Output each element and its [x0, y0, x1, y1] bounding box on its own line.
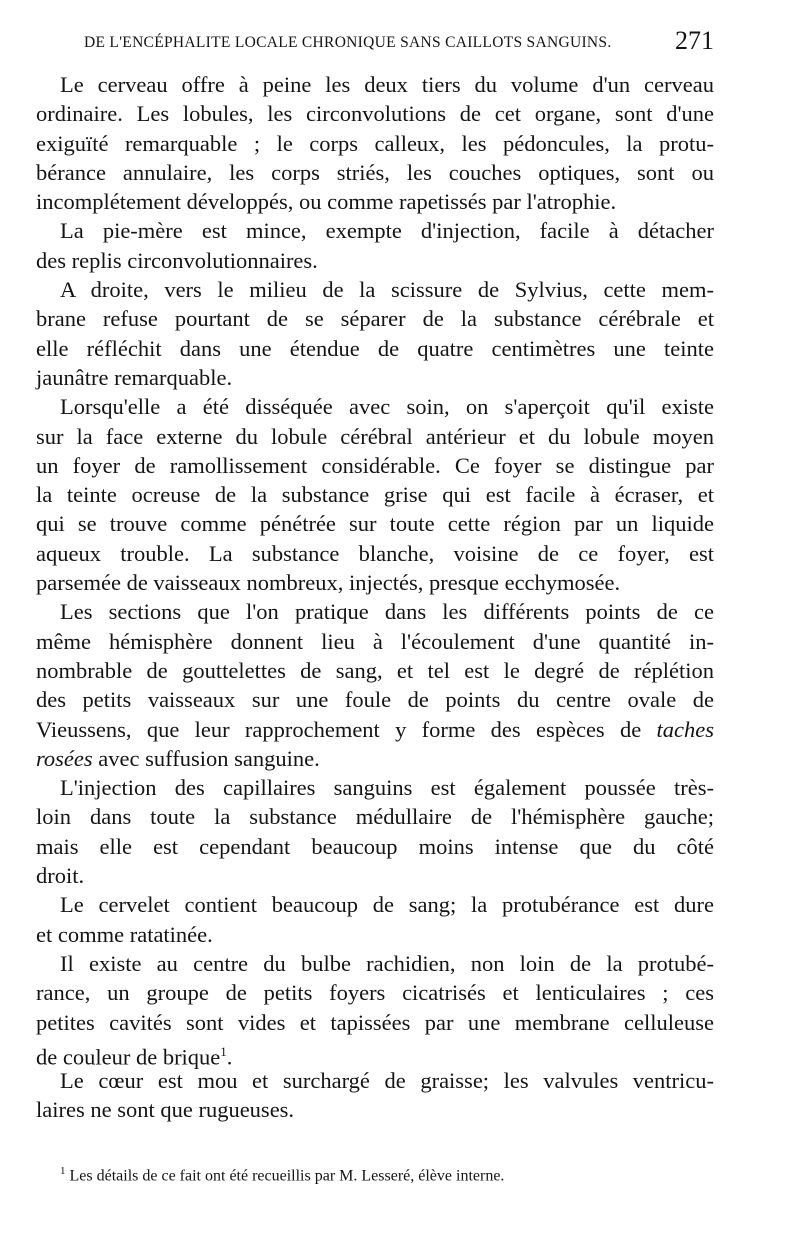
text-line: des replis circonvolutionnaires. — [36, 247, 318, 273]
text-line: incomplétement développés, ou comme rapetissés par l'atrophie. — [36, 189, 617, 215]
paragraph — [36, 773, 714, 890]
text-line: bérance annulaire, les corps striés, les couches optiques, sont ou — [36, 159, 714, 185]
paragraph — [36, 70, 714, 216]
text-line: parsemée de vaisseaux nombreux, injectés, presque ecchymosée. — [36, 570, 621, 596]
text-line — [36, 715, 714, 744]
text-line: de couleur de brique$^1$. — [36, 1043, 233, 1070]
text-fragment: de couleur de brique — [36, 1044, 221, 1070]
footnote-text: Les détails de ce fait ont été recueillis par M. Lesseré, élève interne. — [69, 1167, 505, 1185]
italic-word: rosées — [36, 745, 93, 771]
text-line: un foyer de ramollissement considérable. Ce foyer se distingue par — [36, 452, 714, 478]
text-line: La pie-mère est mince, exempte d'injection, facile à détacher — [60, 218, 714, 244]
text-line: A droite, vers le milieu de la scissure de Sylvius, cette mem- — [60, 277, 714, 303]
paragraph — [36, 597, 714, 773]
text-line: exiguïté remarquable ; le corps calleux, les pédoncules, la protu- — [36, 130, 714, 156]
text-line: jaunâtre remarquable. — [36, 364, 233, 390]
text-fragment: avec suffusion sanguine. — [98, 745, 320, 771]
text-line: rance, un groupe de petits foyers cicatrisés et lenticulaires ; ces — [36, 980, 714, 1006]
text-line — [36, 744, 714, 773]
text-line: sur la face externe du lobule cérébral antérieur et du lobule moyen — [36, 423, 714, 449]
paragraph — [36, 890, 714, 949]
text-line: laires ne sont que rugueuses. — [36, 1097, 295, 1123]
text-line: Le cerveau offre à peine les deux tiers du volume d'un cerveau — [60, 72, 714, 97]
text-line: L'injection des capillaires sanguins est également poussée très- — [60, 775, 714, 801]
text-line: et comme ratatinée. — [36, 921, 213, 947]
text-line: aqueux trouble. La substance blanche, voisine de ce foyer, est — [36, 540, 714, 566]
text-line: même hémisphère donnent lieu à l'écoulement d'une quantité in- — [36, 628, 714, 654]
paragraph — [36, 1066, 714, 1125]
text-fragment: Vieussens, que leur rapprochement y forme des espèces de — [36, 716, 642, 742]
text-line: Le cœur est mou et surchargé de graisse; les valvules ventricu- — [60, 1068, 714, 1094]
body-text — [36, 70, 714, 1125]
text-line: elle réfléchit dans une étendue de quatre centimètres une teinte — [36, 335, 714, 361]
paragraph — [36, 949, 714, 1070]
text-line: petites cavités sont vides et tapissées par une membrane celluleuse — [36, 1009, 714, 1035]
text-line: droit. — [36, 863, 85, 889]
text-line: brane refuse pourtant de se séparer de la substance cérébrale et — [36, 306, 714, 332]
paragraph — [36, 216, 714, 275]
text-line: qui se trouve comme pénétrée sur toute cette région par un liquide — [36, 511, 714, 537]
text-line: des petits vaisseaux sur une foule de points du centre ovale de — [36, 687, 714, 713]
footnote — [60, 1165, 720, 1185]
running-title: DE L'ENCÉPHALITE LOCALE CHRONIQUE SANS CAILLOTS SANGUINS. — [84, 34, 612, 51]
text-line: Les sections que l'on pratique dans les différents points de ce — [60, 599, 714, 625]
text-line: Lorsqu'elle a été disséquée avec soin, on s'aperçoit qu'il existe — [60, 394, 714, 420]
text-line: nombrable de gouttelettes de sang, et tel est le degré de réplétion — [36, 657, 714, 683]
paragraph — [36, 392, 714, 597]
running-header — [84, 26, 714, 66]
text-line: la teinte ocreuse de la substance grise qui est facile à écraser, et — [36, 482, 714, 508]
footnote-reference[interactable]: 1 — [220, 1043, 227, 1059]
page-number: 271 — [675, 26, 714, 55]
text-line: Le cervelet contient beaucoup de sang; la protubérance est dure — [60, 892, 714, 918]
footnote-mark: 1 — [60, 1165, 66, 1177]
paragraph — [36, 275, 714, 392]
italic-word: taches — [656, 716, 715, 742]
text-line: ordinaire. Les lobules, les circonvolutions de cet organe, sont d'une — [36, 101, 714, 127]
text-line: Il existe au centre du bulbe rachidien, non loin de la protubé- — [60, 950, 714, 976]
text-line: loin dans toute la substance médullaire de l'hémisphère gauche; — [36, 804, 714, 830]
text-line: mais elle est cependant beaucoup moins intense que du côté — [36, 833, 714, 859]
